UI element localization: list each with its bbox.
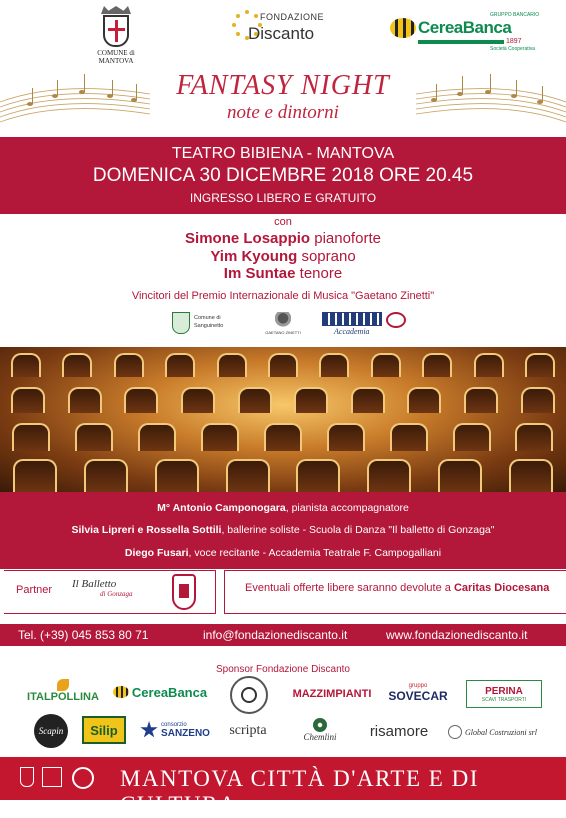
- sanguinetto-logo: [172, 312, 232, 336]
- credit-1-role: , pianista accompagnatore: [285, 502, 409, 514]
- sanzeno-star-icon: [140, 721, 158, 739]
- theater-photo: [0, 347, 566, 492]
- sanguinetto-label-2: Sanguinetto: [194, 323, 224, 329]
- theater-tier-3: [0, 423, 566, 451]
- accademia-seal-icon: [386, 312, 406, 328]
- event-subtitle: note e dintorni: [227, 102, 339, 123]
- chemlini-logo: [292, 714, 348, 746]
- heritage-icon: [72, 767, 94, 789]
- cast-intro: con: [274, 216, 292, 228]
- scapin-label: Scapin: [38, 726, 64, 736]
- perina-logo: [466, 680, 542, 708]
- event-date: DOMENICA 30 DICEMBRE 2018 ORE 20.45: [92, 165, 474, 186]
- sponsor-title: Sponsor Fondazione Discanto: [216, 664, 350, 675]
- sanzeno-label: SANZENO: [161, 727, 210, 739]
- balletto-gonzaga-logo: [72, 578, 152, 608]
- mazzimpianti-logo: [286, 686, 378, 702]
- partner-row: [0, 570, 566, 614]
- perina-label: PERINA: [485, 685, 523, 697]
- fondazione-discanto-logo: [232, 8, 342, 48]
- footer-slogan: MANTOVA CITTÀ D'ARTE E DI CULTURA: [120, 766, 479, 817]
- performer-2: [0, 248, 566, 265]
- email-link[interactable]: info@fondazionediscanto.it: [203, 628, 348, 642]
- performer-2-role: soprano: [301, 248, 356, 265]
- website-link[interactable]: www.fondazionediscanto.it: [386, 628, 528, 642]
- credit-line-1: [0, 502, 566, 514]
- risamore-label: risamore: [369, 722, 429, 740]
- caritas-label: Caritas Diocesana: [453, 582, 550, 594]
- footer-crest-icon: [20, 767, 34, 787]
- event-title: FANTASY NIGHT: [176, 70, 390, 101]
- fondazione-small-label: FONDAZIONE: [260, 12, 325, 22]
- offerte-label: Eventuali offerte libere saranno devolute a: [245, 582, 454, 594]
- bank-bar: [418, 40, 504, 44]
- global-costruzioni-logo: [448, 722, 548, 742]
- scripta-label: scripta: [229, 723, 267, 738]
- gonzaga-crest-icon: [172, 574, 196, 610]
- accademia-crest-icon: [322, 312, 382, 326]
- performer-3-name: Im Suntae: [223, 265, 296, 282]
- scapin-logo: [34, 714, 68, 748]
- cereabanca-logo: [390, 12, 542, 50]
- accademia-logo: [322, 312, 410, 336]
- risamore-logo: [360, 720, 438, 742]
- credit-line-3: [0, 547, 566, 559]
- perina-sub-label: SCAVI TRASPORTI: [481, 696, 527, 703]
- silip-label: Silip: [90, 722, 118, 738]
- credit-1-name: M° Antonio Camponogara: [157, 502, 286, 514]
- shield-icon: [103, 15, 129, 47]
- sovecar-label: SOVECAR: [388, 689, 448, 703]
- cereabanca-sponsor-label: CereaBanca: [131, 684, 208, 700]
- credits-panel: [0, 492, 566, 569]
- gonzaga-label: di Gonzaga: [100, 590, 133, 598]
- credit-2-role: , ballerine soliste - Scuola di Danza "Il balletto di Gonzaga": [221, 524, 495, 536]
- contact-bar: [0, 624, 566, 646]
- balletto-label: Il Balletto: [72, 578, 117, 590]
- theater-tier-2: [0, 387, 566, 413]
- winners-note: Vincitori del Premio Internazionale di Musica "Gaetano Zinetti": [131, 290, 435, 302]
- chemlini-label: Chemlini: [303, 732, 337, 742]
- sanzeno-top-label: consorzio: [161, 721, 187, 728]
- unesco-icon: [42, 767, 62, 787]
- global-icon: [448, 725, 462, 739]
- cereabanca-sponsor-logo: [108, 680, 212, 704]
- performer-2-name: Yim Kyoung: [210, 248, 298, 265]
- global-label: Global Costruzioni srl: [465, 727, 538, 737]
- credit-line-2: [0, 524, 566, 536]
- entry-info: INGRESSO LIBERO E GRATUITO: [189, 191, 377, 205]
- seal-sponsor-logo: [230, 676, 268, 714]
- performer-1-name: Simone Losappio: [185, 230, 311, 247]
- bee-icon: [113, 686, 129, 698]
- portrait-icon: [275, 312, 291, 330]
- performer-3-role: tenore: [299, 265, 343, 282]
- scripta-logo: [218, 720, 278, 742]
- phone-number[interactable]: Tel. (+39) 045 853 80 71: [18, 628, 149, 642]
- shield-icon: [172, 312, 190, 334]
- theater-tier-4: [0, 459, 566, 492]
- performer-1: [0, 230, 566, 247]
- credit-3-name: Diego Fusari: [124, 547, 189, 559]
- partner-label: Partner: [16, 584, 53, 596]
- accademia-label: Accademia: [334, 327, 370, 336]
- bank-group-label: GRUPPO BANCARIO: [490, 12, 540, 18]
- silip-logo: [82, 716, 126, 744]
- flower-icon: [313, 718, 327, 732]
- comune-mantova-logo: [95, 6, 137, 65]
- comune-label-2: MANTOVA: [98, 57, 134, 65]
- sanzeno-logo: [140, 716, 210, 744]
- offerte-text: [245, 582, 549, 594]
- bank-sub-label: Società Cooperativa: [490, 46, 536, 52]
- italpollina-label: ITALPOLLINA: [27, 691, 99, 703]
- comune-label-1: COMUNE di: [97, 49, 135, 57]
- crown-icon: [101, 6, 131, 14]
- event-banner: [0, 137, 566, 214]
- fondazione-name: Discanto: [248, 24, 315, 43]
- italpollina-logo: [24, 676, 102, 706]
- bee-icon: [390, 18, 416, 38]
- sovecar-group-label: gruppo: [408, 683, 428, 689]
- credit-3-role: , voce recitante - Accademia Teatrale F. Campogalliani: [188, 547, 442, 559]
- credit-2-name: Silvia Lipreri e Rossella Sottili: [71, 524, 222, 536]
- performer-3: [0, 265, 566, 282]
- mazzimpianti-label: MAZZIMPIANTI: [292, 688, 372, 700]
- bank-year: 1897: [506, 38, 522, 45]
- bank-name: CereaBanca: [418, 18, 512, 37]
- performer-1-role: pianoforte: [314, 230, 381, 247]
- seal-icon: [241, 687, 257, 703]
- sanguinetto-label-1: Comune di: [194, 315, 221, 321]
- sovecar-logo: [388, 678, 448, 708]
- theater-tier-1: [0, 353, 566, 377]
- venue: TEATRO BIBIENA - MANTOVA: [171, 145, 395, 162]
- zinetti-logo: [262, 312, 304, 338]
- zinetti-label: GAETANO ZINETTI: [265, 330, 301, 335]
- leaf-icon: [57, 679, 69, 691]
- footer-banner: [0, 757, 566, 817]
